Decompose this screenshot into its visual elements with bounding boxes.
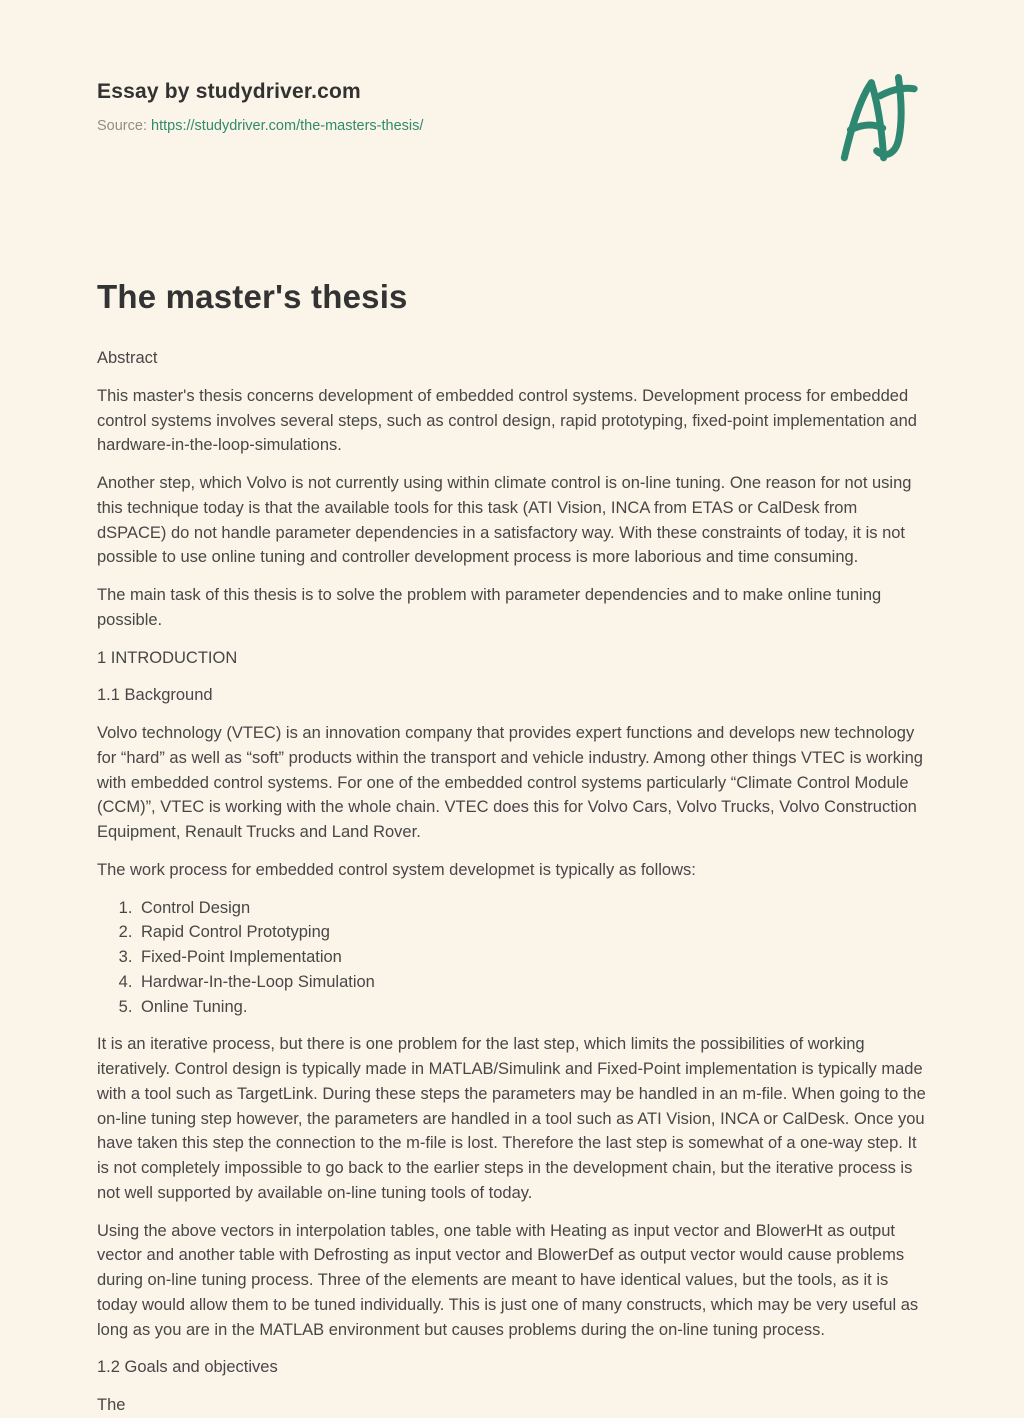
paragraph-background-3: It is an iterative process, but there is one problem for the last step, which limits the possibilities of working iteratively. Control design is typically made in MATLAB/Simulink and Fixed-Point implementation is typically made with a tool such as TargetLink. During these steps the parameters may be handled in an m-file. When going to the on-line tuning step however, the parameters are handled in a tool such as ATI Vision, INCA or CalDesk. Once you have taken this step the connection to the m-file is lost. Therefore the last step is somewhat of a one-way step. It is not completely impossible to go back to the earlier steps in the development chain, but the iterative process is not well supported by available on-line tuning tools of today.: [97, 1035, 926, 1202]
paragraph-abstract-3: The main task of this thesis is to solve the problem with parameter dependencies and to make online tuning possible.: [97, 586, 882, 629]
process-steps-list: [97, 896, 927, 1020]
source-label: Source:: [97, 118, 147, 134]
paragraph-background-4: Using the above vectors in interpolation tables, one table with Heating as input vector and BlowerHt as output vector and another table with Defrosting as input vector and BlowerDef as output vector would cause problems during on-line tuning process. Three of the elements are meant to have identical values, but the tools, as it is today would allow them to be tuned individually. This is just one of many constructs, which may be very useful as long as you are in the MATLAB environment but causes problems during the on-line tuning process.: [97, 1221, 919, 1339]
list-item: 4. Hardwar-In-the-Loop Simulation: [137, 970, 927, 995]
paragraph-background-1: Volvo technology (VTEC) is an innovation company that provides expert functions and develops new technology for “hard” as well as “soft” products within the transport and vehicle industry. Among other things VTEC is working with embedded control systems. For one of the embedded control systems particularly “Climate Control Module (CCM)”, VTEC is working with the whole chain. VTEC does this for Volvo Cars, Volvo Trucks, Volvo Construction Equipment, Renault Trucks and Land Rover.: [97, 724, 923, 841]
header-left: [97, 78, 423, 134]
heading-background: 1.1 Background: [97, 686, 213, 705]
list-item: 1. Control Design: [137, 896, 927, 921]
source-line: [97, 118, 423, 134]
paragraph-background-2: The work process for embedded control system developmet is typically as follows:: [97, 860, 696, 879]
studydriver-logo-icon: [829, 74, 919, 170]
paragraph-abstract-1: This master's thesis concerns development of embedded control systems. Development process for embedded control systems involves several steps, such as control design, rapid prototyping, fixed-point implementation and hardware-in-the-loop-simulations.: [97, 386, 917, 455]
document-body: [97, 346, 927, 1418]
heading-introduction: 1 INTRODUCTION: [97, 648, 238, 667]
heading-goals: 1.2 Goals and objectives: [97, 1358, 278, 1377]
paragraph-goals-1: The: [97, 1396, 126, 1414]
page-title: The master's thesis: [97, 278, 408, 315]
source-link[interactable]: https://studydriver.com/the-masters-thesis/: [151, 118, 424, 134]
paragraph-abstract-2: Another step, which Volvo is not currently using within climate control is on-line tuning. One reason for not using this technique today is that the available tools for this task (ATI Vision, INCA from ETAS or CalDesk from dSPACE) do not handle parameter dependencies in a satisfactory way. With these constraints of today, it is not possible to use online tuning and controller development process is more laborious and time consuming.: [97, 474, 912, 567]
list-item: 3. Fixed-Point Implementation: [137, 945, 927, 970]
list-item: 5. Online Tuning.: [137, 995, 927, 1020]
abstract-heading: Abstract: [97, 349, 158, 367]
essay-byline: Essay by studydriver.com: [97, 80, 361, 103]
page-header: [97, 78, 927, 170]
list-item: 2. Rapid Control Prototyping: [137, 920, 927, 945]
